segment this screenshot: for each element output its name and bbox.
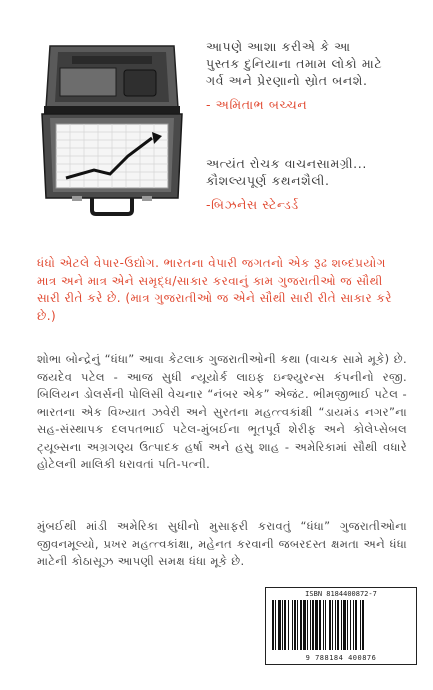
quote-top-line: આપણે આશા કરીએ કે આ	[206, 39, 351, 54]
barcode-stripe	[319, 600, 321, 650]
barcode-stripe	[312, 600, 314, 650]
barcode-stripe	[347, 600, 348, 650]
barcode-stripe	[362, 600, 364, 650]
barcode-stripe	[355, 600, 357, 650]
barcode-bars	[270, 600, 412, 650]
barcode-stripe	[332, 600, 333, 650]
barcode-stripe	[275, 600, 276, 650]
isbn-barcode	[265, 587, 417, 665]
barcode-stripe	[323, 600, 324, 650]
barcode-stripe	[335, 600, 336, 650]
barcode-stripe	[307, 600, 308, 650]
quote-second-attribution: -બિઝનેસ સ્ટેન્ડર્ડ	[206, 197, 299, 212]
barcode-stripe	[282, 600, 283, 650]
barcode-digits: 9 788184 400876	[305, 654, 377, 662]
barcode-stripe	[360, 600, 361, 650]
highlight-paragraph: ધંધો એટલે વેપાર-ઉદ્યોગ. ભારતના વેપારી જગતનો એક રૂઢ શબ્દપ્રયોગ માત્ર અને માત્ર એને સમૃદ્ધ/સાકાર કરવાનું કામ ગુજરાતીઓ જ સૌથી સારી રીતે કરે છે. (માત્ર ગુજરાતીઓ જ એને સૌથી સારી રીતે સાકાર કરે છે.)	[37, 256, 392, 323]
briefcase-illustration	[32, 38, 192, 218]
barcode-stripe	[288, 600, 289, 650]
barcode-stripe	[294, 600, 296, 650]
barcode-stripe	[310, 600, 311, 650]
quote-top	[206, 38, 421, 113]
barcode-stripe	[315, 600, 318, 650]
barcode-stripe	[350, 600, 351, 650]
barcode-stripe	[272, 600, 274, 650]
barcode-stripe	[292, 600, 293, 650]
quote-second-line: અત્યંત રોચક વાચનસામગ્રી...	[206, 156, 367, 171]
barcode-stripe	[337, 600, 339, 650]
barcode-stripe	[278, 600, 281, 650]
body-paragraph-1: શોભા બોન્દ્રેનું “ધંધા” આવા કેટલાક ગુજરાતીઓની કથા (વાચક સામે મૂકે) છે. જયદેવ પટેલ - આજ સુધી ન્યૂયોર્ક લાઇફ ઇન્શ્યુરન્સ કંપનીનો રજી. બિલિયન ડોલર્સની પોલિસી વેચનાર “નંબર એક” એજંટ. ભીમજીભાઈ પટેલ - ભારતના એક વિખ્યાત ઝવેરી અને સુરતના મહત્ત્વકાંક્ષી “ડાયમંડ નગર”ના સહ-સંસ્થાપક દલપતભાઈ પટેલ-મુંબઈના ભૂતપૂર્વ શેરીફ અને કોલેપ્સેબલ ટ્યૂબ્સના અગ્રગણ્ય ઉત્પાદક હર્ષા અને હસુ શાહ - અમેરિકામાં સૌથી વધારે હોટેલની માલિકી ધરાવતાં પતિ-પત્ની.	[37, 352, 407, 471]
barcode-stripe	[343, 600, 346, 650]
barcode-stripe	[297, 600, 298, 650]
barcode-stripe	[329, 600, 331, 650]
quote-second	[206, 155, 421, 213]
isbn-label: ISBN 8184400872-7	[305, 590, 377, 598]
barcode-stripe	[341, 600, 342, 650]
quote-top-line: ગર્વ અને પ્રેરણાનો સ્રોત બનશે.	[206, 73, 368, 88]
quote-second-line: કૌશલ્યપૂર્ણ કથનશૈલી.	[206, 173, 330, 188]
barcode-stripe	[300, 600, 302, 650]
barcode-stripe	[325, 600, 326, 650]
quote-top-line: પુસ્તક દુનિયાના તમામ લોકો માટે	[206, 56, 383, 71]
barcode-stripe	[353, 600, 354, 650]
barcode-stripe	[303, 600, 306, 650]
body-paragraph-2: મુંબઈથી માંડી અમેરિકા સુધીનો મુસાફરી કરાવતું “ધંધા” ગુજરાતીઓના જીવનમૂલ્યો, પ્રખર મહત્ત્વકાંક્ષા, મહેનત કરવાની જબરદસ્ત ક્ષમતા અને ધંધા માટેની કોઠાસૂઝ આપણી સમક્ષ ધંધા મૂકે છે.	[37, 519, 407, 568]
quote-top-attribution: - અમિતાભ બચ્ચન	[206, 97, 308, 112]
barcode-stripe	[284, 600, 286, 650]
